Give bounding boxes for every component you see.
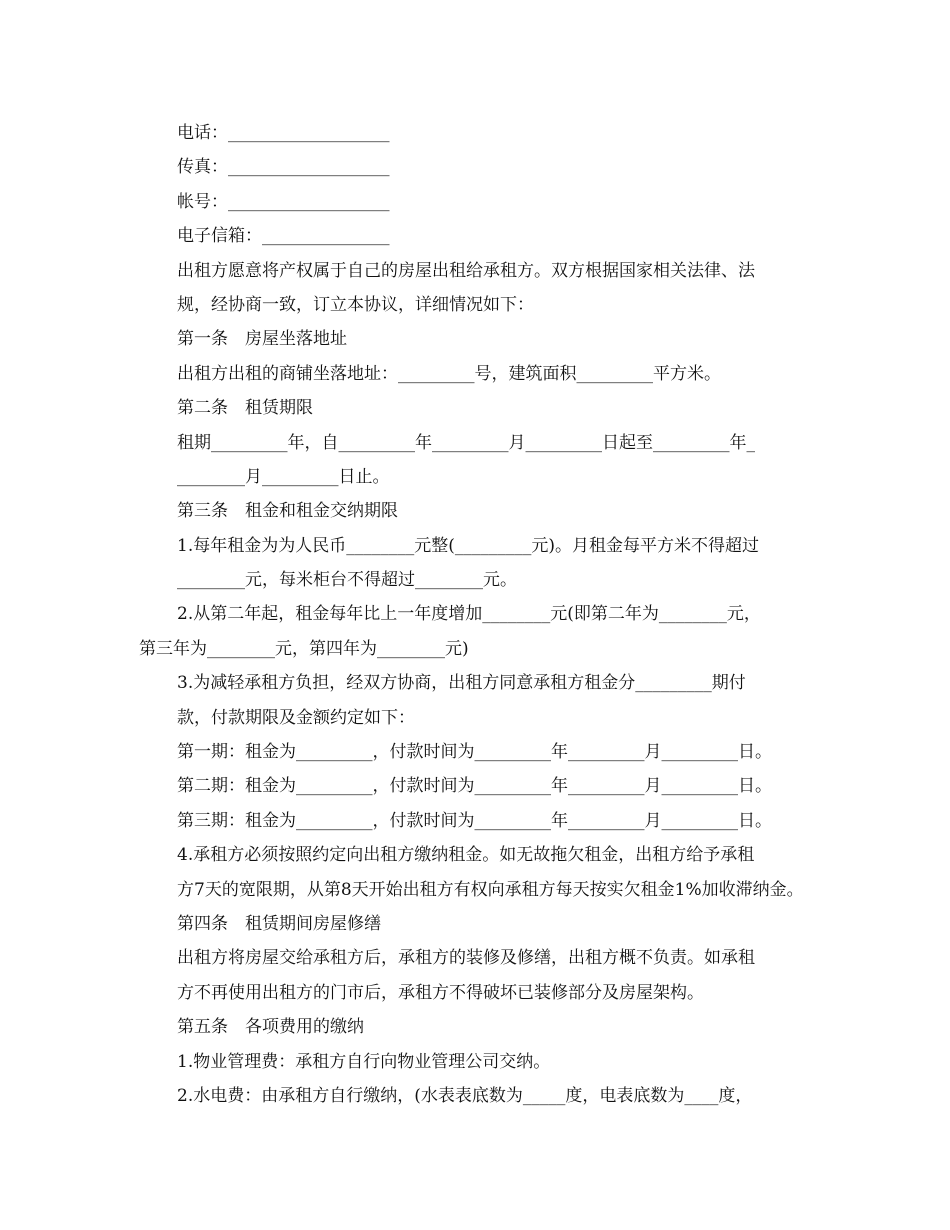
text-line: 方不再使用出租方的门市后，承租方不得破坏已装修部分及房屋架构。 bbox=[177, 982, 704, 1003]
text-line: 电子信箱：_______________ bbox=[177, 226, 390, 247]
text-line: ________月_________日止。 bbox=[177, 466, 390, 487]
document-body bbox=[139, 116, 820, 1113]
text-line: 第四条 租赁期间房屋修缮 bbox=[177, 913, 381, 934]
text-line: ________元，每米柜台不得超过________元。 bbox=[177, 570, 517, 591]
text-line: 1.物业管理费：承租方自行向物业管理公司交纳。 bbox=[177, 1051, 551, 1072]
text-line: 2.从第二年起，租金每年比上一年度增加________元(即第二年为________元， bbox=[177, 604, 761, 625]
text-line: 租期_________年，自_________年_________月_________日起至_________年_ bbox=[177, 432, 755, 453]
text-line: 出租方愿意将产权属于自己的房屋出租给承租方。双方根据国家相关法律、法 bbox=[177, 260, 755, 281]
text-line: 3.为减轻承租方负担，经双方协商，出租方同意承租方租金分_________期付 bbox=[177, 673, 746, 694]
text-line: 2.水电费：由承租方自行缴纳，(水表表底数为_____度，电表底数为____度， bbox=[177, 1085, 753, 1106]
text-line: 第三年为________元，第四年为________元) bbox=[139, 638, 469, 659]
text-line: 出租方出租的商铺坐落地址：_________号，建筑面积_________平方米。 bbox=[177, 363, 721, 384]
text-line: 4.承租方必须按照约定向出租方缴纳租金。如无故拖欠租金，出租方给予承租 bbox=[177, 845, 755, 866]
text-line: 传真：___________________ bbox=[177, 157, 390, 178]
text-line: 出租方将房屋交给承租方后，承租方的装修及修缮，出租方概不负责。如承租 bbox=[177, 948, 755, 969]
text-line: 第一条 房屋坐落地址 bbox=[177, 329, 347, 350]
text-line: 第五条 各项费用的缴纳 bbox=[177, 1017, 364, 1038]
text-line: 第二期：租金为_________，付款时间为_________年_________月_________日。 bbox=[177, 776, 772, 797]
text-line: 1.每年租金为为人民币________元整(_________元)。月租金每平方米不得超过 bbox=[177, 535, 759, 556]
text-line: 规，经协商一致，订立本协议，详细情况如下： bbox=[177, 294, 534, 315]
text-line: 方7天的宽限期，从第8天开始出租方有权向承租方每天按实欠租金1%加收滞纳金。 bbox=[177, 879, 804, 900]
text-line: 第三期：租金为_________，付款时间为_________年_________月_________日。 bbox=[177, 810, 772, 831]
text-line: 第二条 租赁期限 bbox=[177, 398, 313, 419]
text-line: 电话：___________________ bbox=[177, 123, 390, 143]
text-line: 帐号：___________________ bbox=[177, 191, 390, 212]
text-line: 第三条 租金和租金交纳期限 bbox=[177, 501, 398, 522]
text-line: 第一期：租金为_________，付款时间为_________年_________月_________日。 bbox=[177, 742, 772, 763]
text-line: 款，付款期限及金额约定如下： bbox=[177, 707, 415, 728]
